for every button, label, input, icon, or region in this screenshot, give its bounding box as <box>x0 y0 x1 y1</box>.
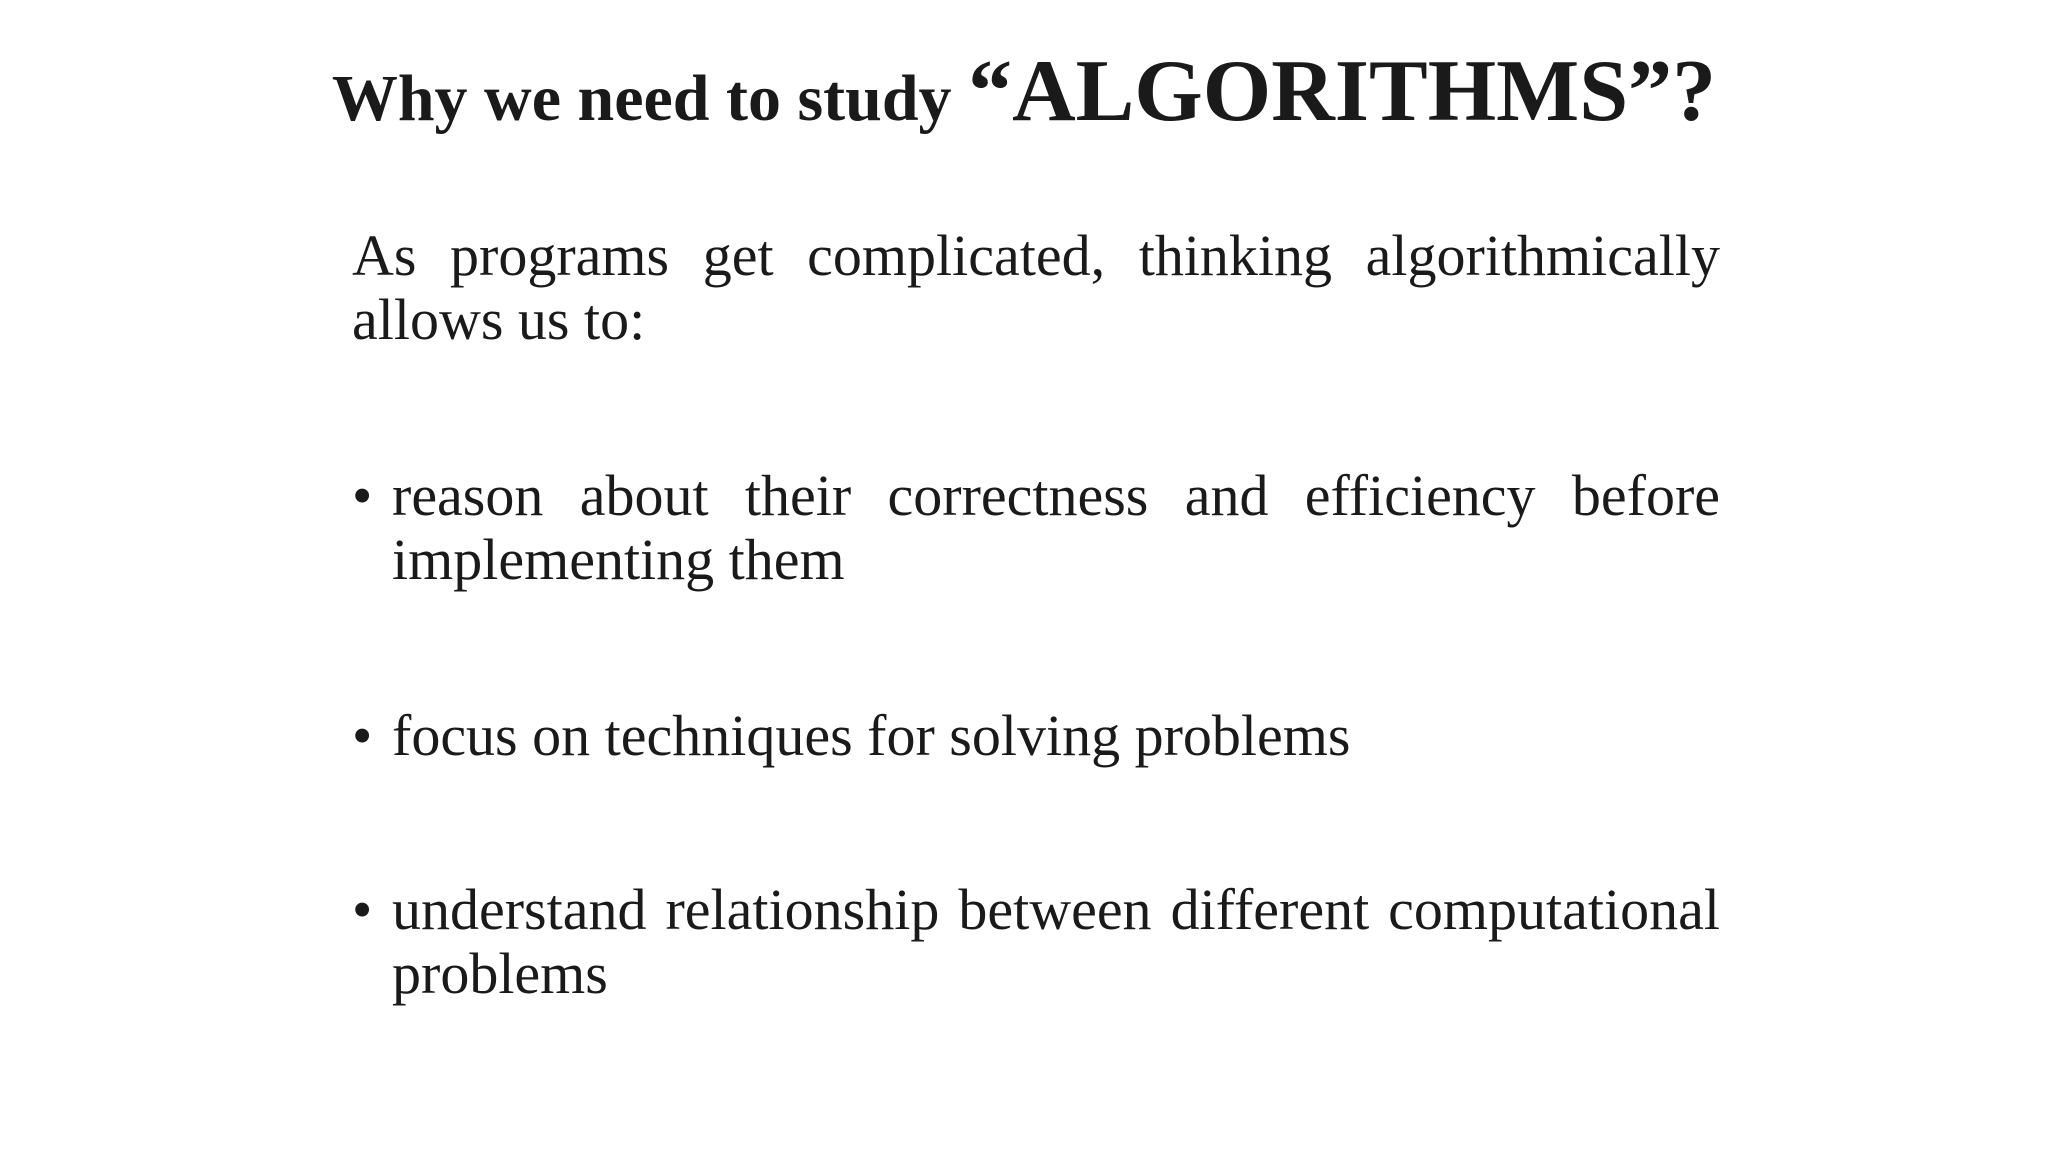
bullet-list <box>352 464 1720 1006</box>
title-emphasis: “ALGORITHMS”? <box>968 43 1717 140</box>
bullet-text: understand relationship between different computational problems <box>392 877 1720 1006</box>
bullet-item-correctness <box>352 464 1720 592</box>
slide-title <box>0 43 2048 140</box>
slide-body <box>352 224 1720 1006</box>
bullet-icon: • <box>352 703 373 768</box>
bullet-item-techniques <box>352 704 1720 768</box>
intro-text: As programs get complicated, thinking algorithmically allows us to: <box>352 223 1720 352</box>
title-prefix: Why we need to study <box>331 62 969 135</box>
bullet-item-relationship <box>352 878 1720 1006</box>
bullet-text: focus on techniques for solving problems <box>392 703 1351 768</box>
bullet-icon: • <box>352 877 373 942</box>
bullet-icon: • <box>352 463 373 528</box>
bullet-text: reason about their correctness and efficiency before implementing them <box>392 463 1720 592</box>
